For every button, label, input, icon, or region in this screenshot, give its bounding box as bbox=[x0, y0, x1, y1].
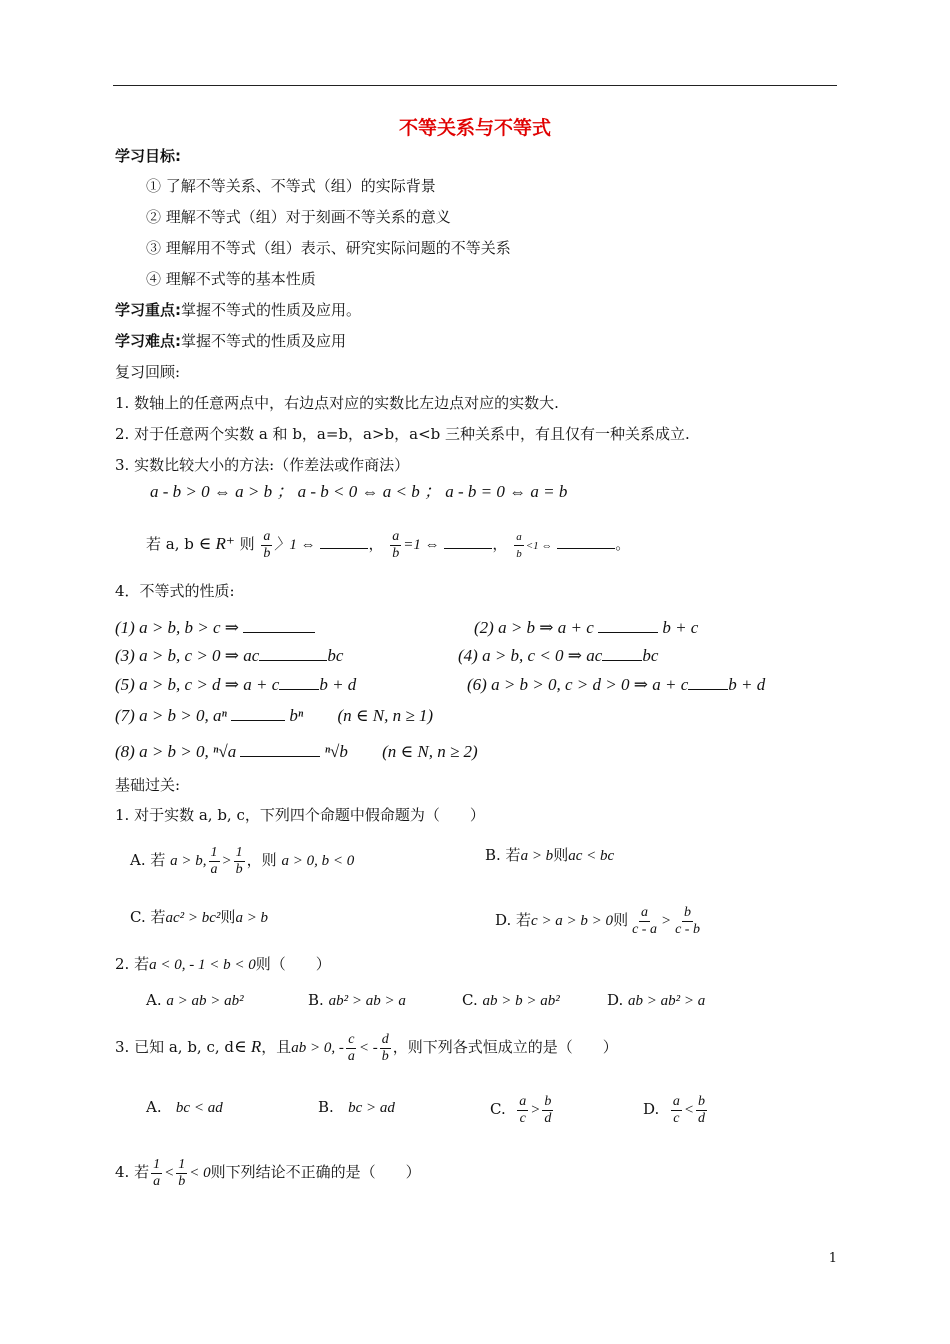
property-4 bbox=[458, 646, 658, 666]
quotient-set: ∈ R⁺ bbox=[198, 534, 235, 553]
answer-blank[interactable] bbox=[557, 534, 615, 549]
difficulty-label: 学习难点: bbox=[115, 332, 181, 350]
answer-blank[interactable] bbox=[240, 742, 320, 757]
question-2-stem bbox=[115, 954, 331, 975]
option-condition: a > b bbox=[520, 848, 554, 864]
answer-blank[interactable] bbox=[231, 706, 285, 721]
option-label: A. bbox=[146, 991, 162, 1009]
property-left: (1) a > b, b > c ⇒ bbox=[115, 618, 240, 637]
property-left: (6) a > b > 0, c > d > 0 ⇒ a + c bbox=[467, 675, 689, 694]
question-1-stem: 1. 对于实数 a, b, c，下列四个命题中假命题为（ ） bbox=[115, 806, 485, 824]
fraction: $\frac{1}{a}$ bbox=[153, 1156, 161, 1189]
then-word: 则 bbox=[553, 846, 569, 864]
property-left: (5) a > b, c > d ⇒ a + c bbox=[115, 675, 280, 694]
answer-blank[interactable] bbox=[259, 646, 327, 661]
fraction-a-over-b: $\frac{a}{b}$ bbox=[392, 528, 400, 561]
property-right: b + d bbox=[319, 675, 357, 694]
q1-option-d[interactable] bbox=[495, 900, 704, 940]
fraction-a-over-b: $\frac{a}{b}$ bbox=[263, 528, 271, 561]
goal-item: ④ 理解不式等的基本性质 bbox=[146, 270, 316, 288]
page-number: 1 bbox=[828, 1251, 837, 1266]
basic-heading: 基础过关: bbox=[115, 776, 181, 794]
quotient-case-2: =1 ⇔ bbox=[403, 537, 440, 553]
question-3-stem bbox=[115, 1025, 618, 1069]
q2-option-d[interactable] bbox=[607, 990, 705, 1011]
difficulty-text: 掌握不等式的性质及应用 bbox=[181, 332, 347, 350]
fraction: $\frac{1}{b}$ bbox=[178, 1156, 186, 1189]
fraction: $\frac{b}{d}$ bbox=[544, 1093, 552, 1126]
q2-option-a[interactable] bbox=[146, 990, 244, 1011]
property-right: bc bbox=[642, 646, 659, 665]
answer-blank[interactable] bbox=[444, 534, 492, 549]
key-point-label: 学习重点: bbox=[115, 301, 181, 319]
option-label: A. 若 bbox=[130, 851, 166, 869]
property-left: (2) a > b ⇒ a + c bbox=[474, 618, 594, 637]
fraction: $\frac{b}{d}$ bbox=[697, 1093, 705, 1126]
property-6 bbox=[467, 675, 765, 695]
fraction: $\frac{c}{a}$ bbox=[347, 1031, 355, 1064]
property-condition: (n ∈ N, n ≥ 1) bbox=[337, 706, 434, 725]
answer-blank[interactable] bbox=[279, 675, 319, 690]
header-rule bbox=[113, 85, 837, 86]
stem-mid: ，且 bbox=[261, 1038, 292, 1056]
q1-option-a[interactable] bbox=[130, 840, 354, 880]
option-label: C. bbox=[462, 991, 478, 1009]
option-label: B. 若 bbox=[485, 846, 521, 864]
answer-blank[interactable] bbox=[602, 646, 642, 661]
option-condition: c > a > b > 0 bbox=[531, 913, 614, 929]
fraction: $\frac{a}{c - a}$ bbox=[632, 904, 657, 937]
option-expression: a > ab > ab² bbox=[166, 993, 244, 1009]
quotient-case-3: <1 ⇔ bbox=[525, 540, 553, 552]
goal-item: ③ 理解用不等式（组）表示、研究实际问题的不等关系 bbox=[146, 239, 511, 257]
fraction: $\frac{d}{b}$ bbox=[381, 1031, 389, 1064]
goal-item: ② 理解不等式（组）对于刻画不等关系的意义 bbox=[146, 208, 451, 226]
property-8 bbox=[115, 742, 478, 762]
answer-blank[interactable] bbox=[243, 618, 315, 633]
option-result: a > 0, b < 0 bbox=[281, 853, 355, 869]
review-p4: 4．不等式的性质: bbox=[115, 582, 235, 600]
stem-condition: ab > 0, - bbox=[291, 1040, 344, 1056]
property-right: b + d bbox=[728, 675, 766, 694]
option-label: B. bbox=[308, 991, 324, 1009]
then-word: ，则 bbox=[246, 851, 277, 869]
option-label: A. bbox=[146, 1098, 162, 1116]
property-2 bbox=[474, 618, 698, 638]
key-point bbox=[115, 300, 361, 320]
quotient-case-1: 〉1 ⇔ bbox=[274, 537, 316, 553]
property-3 bbox=[115, 646, 343, 666]
q1-option-c[interactable] bbox=[130, 907, 268, 928]
goals-heading: 学习目标: bbox=[115, 147, 181, 165]
option-label: B. bbox=[318, 1098, 334, 1116]
property-right: bⁿ bbox=[289, 706, 304, 725]
property-right: ⁿ√b bbox=[324, 742, 348, 761]
operator: < bbox=[683, 1102, 694, 1118]
difference-rule: a - b > 0 ⇔ a > b ； a - b < 0 ⇔ a < b ； a - b = 0 ⇔ a = b bbox=[150, 482, 568, 501]
stem-suffix: 则下列结论不正确的是（ ） bbox=[210, 1163, 421, 1181]
operator: < 0 bbox=[189, 1165, 211, 1181]
q3-option-c[interactable] bbox=[490, 1090, 555, 1128]
quotient-then: 则 bbox=[239, 535, 255, 553]
property-left: (3) a > b, c > 0 ⇒ ac bbox=[115, 646, 260, 665]
q1-option-b[interactable] bbox=[485, 845, 614, 866]
goal-item: ① 了解不等关系、不等式（组）的实际背景 bbox=[146, 177, 436, 195]
q3-option-a[interactable] bbox=[146, 1097, 223, 1118]
option-expression: bc < ad bbox=[175, 1100, 223, 1116]
property-left: (8) a > b > 0, ⁿ√a bbox=[115, 742, 237, 761]
q3-option-b[interactable] bbox=[318, 1097, 395, 1118]
operator: > bbox=[660, 913, 672, 929]
option-expression: ab > ab² > a bbox=[628, 993, 706, 1009]
property-left: (4) a > b, c < 0 ⇒ ac bbox=[458, 646, 603, 665]
fraction: $\frac{1}{b}$ bbox=[235, 844, 243, 877]
fraction: $\frac{a}{c}$ bbox=[672, 1093, 680, 1126]
property-1 bbox=[115, 618, 315, 638]
option-label: C. bbox=[490, 1100, 506, 1118]
option-expression: ab > b > ab² bbox=[482, 993, 560, 1009]
option-label: D. bbox=[643, 1100, 660, 1118]
separator: 。 bbox=[615, 535, 631, 553]
quotient-prefix: 若 a, b bbox=[146, 535, 194, 553]
review-p2: 2. 对于任意两个实数 a 和 b，a=b，a>b，a<b 三种关系中，有且仅有一种关系成立. bbox=[115, 425, 690, 443]
operator: < - bbox=[358, 1040, 378, 1056]
fraction: $\frac{a}{c}$ bbox=[519, 1093, 527, 1126]
operator: > bbox=[530, 1102, 541, 1118]
stem-prefix: 4. 若 bbox=[115, 1163, 150, 1181]
stem-prefix: 3. 已知 a, b, c, d bbox=[115, 1038, 235, 1056]
answer-blank[interactable] bbox=[320, 534, 368, 549]
separator: ， bbox=[368, 535, 384, 553]
property-5 bbox=[115, 675, 356, 695]
fraction: $\frac{b}{c - b}$ bbox=[675, 904, 700, 937]
option-label: D. 若 bbox=[495, 911, 532, 929]
option-condition: a > b, bbox=[170, 853, 207, 869]
stem-suffix: ，则下列各式恒成立的是（ ） bbox=[392, 1038, 618, 1056]
answer-blank[interactable] bbox=[688, 675, 728, 690]
option-expression: bc > ad bbox=[348, 1100, 395, 1116]
option-condition: ac² > bc² bbox=[165, 910, 221, 926]
separator: ， bbox=[492, 535, 508, 553]
stem-suffix: 则（ ） bbox=[255, 955, 331, 973]
then-word: 则 bbox=[613, 911, 629, 929]
operator: > bbox=[221, 853, 232, 869]
q2-option-c[interactable] bbox=[462, 990, 560, 1011]
review-p1: 1. 数轴上的任意两点中，右边点对应的实数比左边点对应的实数大. bbox=[115, 394, 559, 412]
fraction: $\frac{1}{a}$ bbox=[210, 844, 218, 877]
fraction-a-over-b: $\frac{a}{b}$ bbox=[516, 530, 522, 560]
property-right: b + c bbox=[662, 618, 699, 637]
review-heading: 复习回顾: bbox=[115, 363, 181, 381]
difficulty bbox=[115, 331, 346, 351]
stem-set: ∈ R bbox=[234, 1037, 262, 1056]
quotient-rule bbox=[146, 522, 630, 566]
q3-option-d[interactable] bbox=[643, 1090, 709, 1128]
answer-blank[interactable] bbox=[598, 618, 658, 633]
option-expression: ab² > ab > a bbox=[328, 993, 406, 1009]
review-p3: 3. 实数比较大小的方法:（作差法或作商法） bbox=[115, 456, 410, 474]
stem-condition: a < 0, - 1 < b < 0 bbox=[149, 957, 256, 973]
then-word: 则 bbox=[220, 908, 236, 926]
page-title: 不等关系与不等式 bbox=[398, 117, 551, 139]
property-7 bbox=[115, 706, 433, 726]
option-result: ac < bc bbox=[568, 848, 615, 864]
key-point-text: 掌握不等式的性质及应用。 bbox=[181, 301, 362, 319]
option-result: a > b bbox=[235, 910, 269, 926]
stem-prefix: 2. 若 bbox=[115, 955, 150, 973]
property-right: bc bbox=[327, 646, 344, 665]
operator: < bbox=[164, 1165, 175, 1181]
option-label: D. bbox=[607, 991, 624, 1009]
option-label: C. 若 bbox=[130, 908, 166, 926]
property-left: (7) a > b > 0, aⁿ bbox=[115, 706, 227, 725]
q2-option-b[interactable] bbox=[308, 990, 406, 1011]
question-4-stem bbox=[115, 1150, 421, 1194]
property-condition: (n ∈ N, n ≥ 2) bbox=[382, 742, 478, 761]
